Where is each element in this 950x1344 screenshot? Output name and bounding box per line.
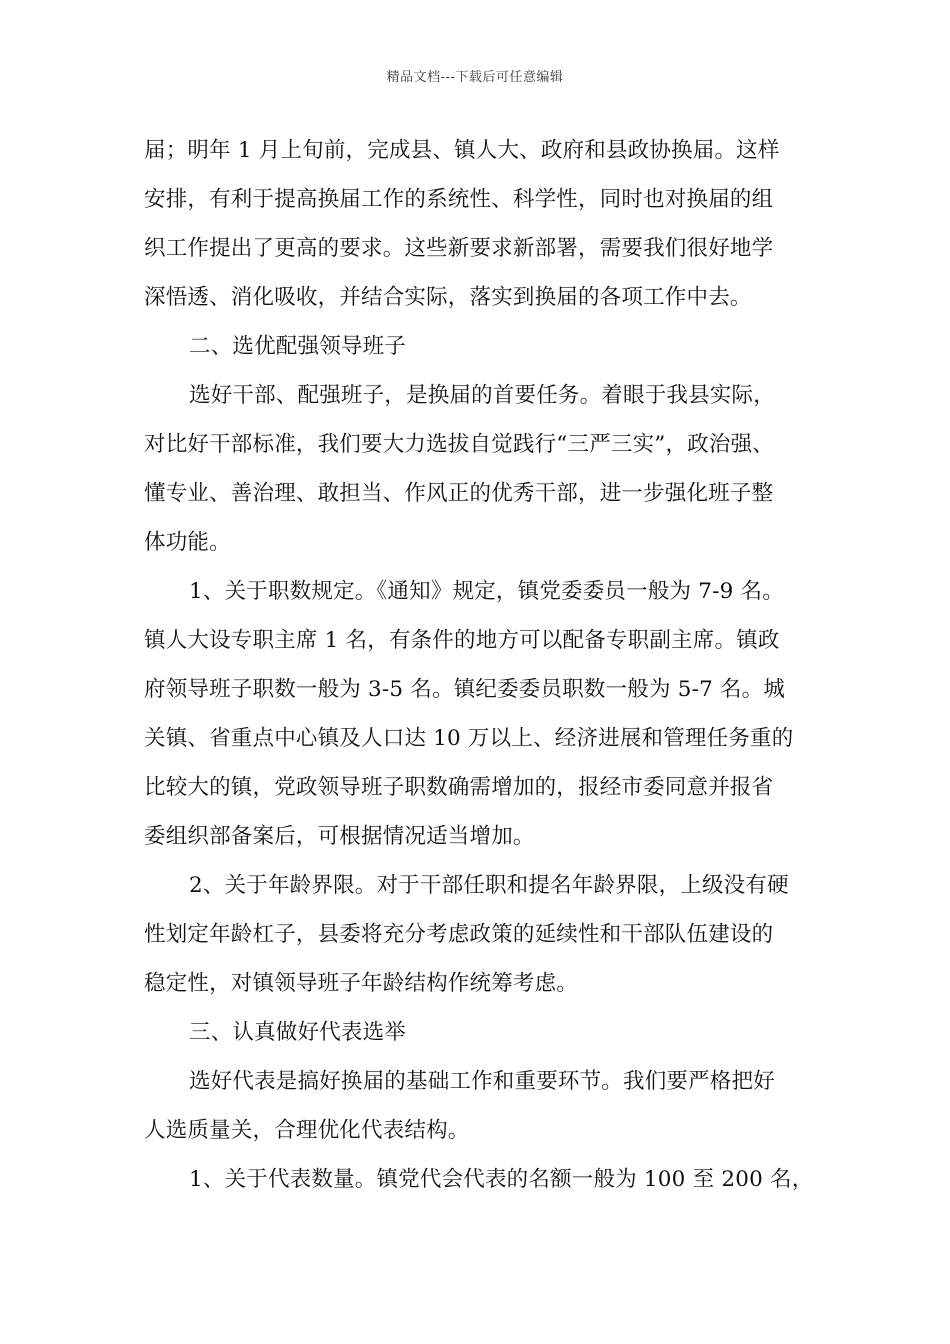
- page-header: 精品文档---下载后可任意编辑: [386, 70, 564, 85]
- section-heading: 三、认真做好代表选举: [189, 1020, 407, 1045]
- text-line: 1、关于职数规定。《通知》规定，镇党委委员一般为 7-9 名。: [189, 579, 784, 604]
- text-line: 1、关于代表数量。镇党代会代表的名额一般为 100 至 200 名，: [189, 1167, 814, 1192]
- text-line: 届；明年 1 月上旬前，完成县、镇人大、政府和县政协换届。这样: [144, 138, 780, 163]
- text-line: 懂专业、善治理、敢担当、作风正的优秀干部，进一步强化班子整: [144, 481, 774, 506]
- text-line: 稳定性，对镇领导班子年龄结构作统筹考虑。: [144, 971, 579, 996]
- text-line: 深悟透、消化吸收，并结合实际，落实到换届的各项工作中去。: [144, 285, 752, 310]
- text-line: 比较大的镇，党政领导班子职数确需增加的，报经市委同意并报省: [144, 775, 774, 800]
- text-line: 对比好干部标准，我们要大力选拔自觉践行“三严三实”，政治强、: [144, 432, 774, 457]
- text-line: 关镇、省重点中心镇及人口达 10 万以上、经济进展和管理任务重的: [144, 726, 794, 751]
- text-line: 选好代表是搞好换届的基础工作和重要环节。我们要严格把好: [189, 1069, 775, 1094]
- text-line: 委组织部备案后，可根据情况适当增加。: [144, 824, 535, 849]
- text-line: 性划定年龄杠子，县委将充分考虑政策的延续性和干部队伍建设的: [144, 922, 774, 947]
- text-line: 镇人大设专职主席 1 名，有条件的地方可以配备专职副主席。镇政: [144, 628, 780, 653]
- text-line: 2、关于年龄界限。对于干部任职和提名年龄界限，上级没有硬: [189, 873, 789, 898]
- section-heading: 二、选优配强领导班子: [189, 334, 407, 359]
- text-line: 人选质量关，合理优化代表结构。: [144, 1118, 470, 1143]
- text-line: 府领导班子职数一般为 3-5 名。镇纪委委员职数一般为 5-7 名。城: [144, 677, 786, 702]
- text-line: 安排，有利于提高换届工作的系统性、科学性，同时也对换届的组: [144, 187, 774, 212]
- document-body: [144, 132, 816, 1210]
- text-line: 体功能。: [144, 530, 231, 555]
- text-line: 织工作提出了更高的要求。这些新要求新部署，需要我们很好地学: [144, 236, 774, 261]
- text-line: 选好干部、配强班子，是换届的首要任务。着眼于我县实际，: [189, 383, 775, 408]
